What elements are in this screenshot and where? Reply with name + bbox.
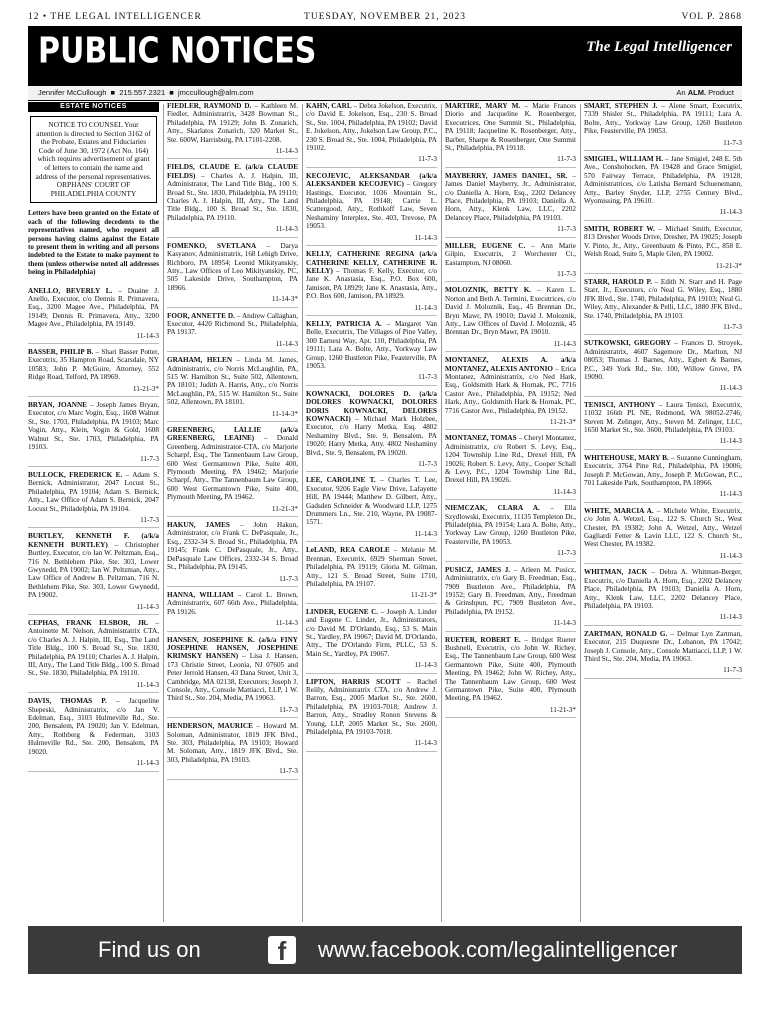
estate-notice-body <box>306 172 437 231</box>
publication-code: 11-14-3 <box>167 340 298 352</box>
notice-details: – Thomas F. Kelly, Executor, c/o Jane K. Anastasia, Esq., P.O. Box 600, Jamison, PA 18929; Jane K. Anastasia, Atty., P.O. Box 600, Jamison, PA 18929. <box>306 266 437 301</box>
publication-code: 11-14-3 <box>584 384 742 396</box>
column-4 <box>445 102 576 924</box>
estate-notice-entry <box>445 356 576 430</box>
publication-code: 11-7-3 <box>306 373 437 385</box>
notice-details: – Donald Greenberg, Administrator-CTA, c/o Marjorie Scharpf, Esq., The Tannenbaum Law Group, 600 West Germantown Pike, Suite 400, Plymouth Meeting, PA 19462; Marjorie Scharpf, Atty., The Tannenbaum Law Group, 600 West Germantown Pike, Suite 400, Plymouth Meeting, PA 19462. <box>167 434 298 502</box>
publication-code: 11-7-3 <box>167 767 298 779</box>
estate-notice-entry <box>167 426 298 517</box>
notice-details: – Michael Mark Holzbee, Executor, c/o Harry Metka, Esq. 4802 Neshaminy Blvd., Ste. 9, Bensalem, PA 19020; Harry Metka, Atty. 4802 Neshaminy Blvd., Ste. 9, Bensalem, PA 19020. <box>306 415 437 457</box>
notice-details: – Debra Jokelson, Executrix, c/o David E. Jokelson, Esq., 230 S. Broad St., Ste. 1004, Philadelphia, PA 19102; David E. Jokelson, Atty., Jokelson Law Group, P.C., 230 S. Broad St., Ste. 1004, Philadelphia, PA 19102. <box>306 102 437 153</box>
decedent-name: MONTANEZ, ALEXIS A. a/k/a MONTANEZ, ALEXIS ANTONIO <box>445 356 576 373</box>
decedent-name: SMIGIEL, WILLIAM H. <box>584 155 664 164</box>
estate-notice-entry <box>584 454 742 503</box>
find-us-text: Find us on <box>98 937 201 962</box>
estate-notice-body <box>306 390 437 457</box>
publication-code: 11-14-3 <box>584 437 742 449</box>
decedent-name: MONTANEZ, TOMAS <box>445 434 517 443</box>
decedent-name: SMITH, ROBERT W. <box>584 224 655 233</box>
notice-text: NOTICE TO COUNSEL Your attention is directed to Section 3162 of the Probate, Estates and Fiduciaries Code of June 30, 1972 (Act No. 164) which requires advertisement of grant of letters to contain the name and address of the personal representatives. <box>35 120 152 181</box>
publication-code: 11-14-3 <box>167 225 298 237</box>
notice-to-counsel-box <box>30 116 157 203</box>
notice-details: – Charles A. J. Halpin, III, Administrator, The Land Title Bldg., 100 S. Broad St., Ste. 1830, Philadelphia, PA 19110; Charles A. J. Halpin, III, Atty., The Land Title Bldg., 100 S. Broad St., Ste. 1830, Philadelphia, PA 19110. <box>167 171 298 222</box>
notice-details: – Ella Szydlowski, Executrix, 11135 Templeton Dr., Philadelphia, PA 19154; Lara A. Bolte, Atty., Yorkway Law Group, 1260 Bustleton Pike, Feasterville, PA 19053. <box>445 504 576 546</box>
estate-notice-body <box>445 504 576 546</box>
estate-notice-body <box>28 619 159 678</box>
estate-notice-entry <box>167 102 298 159</box>
decedent-name: MAYBERRY, JAMES DANIEL, SR. <box>445 171 568 180</box>
decedent-name: NIEMCZAK, CLARA A. <box>445 504 540 513</box>
publication-code: 11-14-3 <box>584 613 742 625</box>
column-divider <box>441 104 442 922</box>
publication-code: 11-14-3 <box>28 332 159 344</box>
estate-notice-entry <box>306 250 437 316</box>
publication-code: 11-14-3 <box>28 603 159 615</box>
notice-details: – Darya Kasyanov, Administratrix, 168 Lehigh Drive, Richboro, PA 18954; Leonid Mikityanskiy, Atty., Law Offices of Leo Mikityanskiy, PC, 505 Lakeside Drive, Southampton, PA 18966. <box>167 241 298 292</box>
decedent-name: MOLOZNIK, BETTY K. <box>445 286 532 295</box>
estate-notice-body <box>445 356 576 415</box>
estate-notice-entry <box>306 102 437 168</box>
estate-notice-body <box>445 102 576 152</box>
publication-code: 11-7-3 <box>584 323 742 335</box>
decedent-name: WHITE, MARCIA A. <box>584 506 654 515</box>
estate-notice-body <box>167 722 298 764</box>
notice-details: – Alene Smart, Executrix, 7339 Shisler St., Philadelphia, PA 19111; Lara A. Bolte, Atty., Yorkway Law Group, 1260 Bustleton Pike, Feasterville, PA 19053. <box>584 102 742 136</box>
estate-notice-body <box>306 546 437 588</box>
publication-code: 11-14-3 <box>306 530 437 542</box>
notice-details: – Margaret Van Belle, Executrix, The Villages of Pine Valley, 300 Earnest Way, Apt. 110, Philadelphia, PA 19111; Lara A. Bolte, Atty., Yorkway Law Group, 1260 Bustleton Pike, Feasterville, PA 19053. <box>306 319 437 370</box>
estate-notice-entry <box>306 608 437 674</box>
notice-details: – Christopher Burtley, Executor, c/o Ian W. Peltzman, Esq., 716 N. Bethlehem Pike, Ste. 303, Lower Gwynedd, PA 19002; Ian W. Peltzman, Atty., Law Office of Andrew B. Peltzman, 716 N. Bethlehem Pike, Ste. 303, Lower Gwynedd, PA 19002. <box>28 540 159 600</box>
column-3 <box>306 102 437 924</box>
decedent-name: HENDERSON, MAURICE <box>167 722 253 731</box>
publication-code: 11-21-3* <box>306 591 437 603</box>
estate-notice-entry <box>584 507 742 564</box>
publication-code: 11-21-3* <box>167 505 298 517</box>
estate-notice-body <box>445 242 576 267</box>
estate-notice-entry <box>167 163 298 237</box>
contact-bar <box>28 86 742 101</box>
notice-details: – John Hakun, Administrator, c/o Frank C. DePasquale, Jr., Esq., 2332-34 S. Broad St., Philadelphia, PA 19145; Frank C. DePasquale, Jr., Atty., DePasquale Law Offices, 2332-34 S. Broad St., Philadelphia, PA 19145. <box>167 521 298 572</box>
publication-code: 11-7-3 <box>306 460 437 472</box>
estate-notice-body <box>167 163 298 222</box>
estate-notice-entry <box>306 476 437 542</box>
notice-details: – Howard M. Soloman, Administrator, 1819 JFK Blvd., Ste. 303, Philadelphia, PA 19103; Howard M. Soloman, Atty., 1819 JFK Blvd., Ste. 303, Philadelphia, PA 19103. <box>167 722 298 764</box>
publication-code: 11-7-3 <box>445 155 576 167</box>
publication-code: 11-14-3* <box>167 295 298 307</box>
facebook-url-link[interactable]: www.facebook.com/legalintelligencer <box>318 937 678 962</box>
estate-notice-body <box>584 102 742 136</box>
estate-notices-heading: ESTATE NOTICES <box>28 102 159 112</box>
publication-code: 11-21-3* <box>584 262 742 274</box>
estate-notice-body <box>306 608 437 658</box>
estate-notice-body <box>445 434 576 484</box>
decedent-name: ZARTMAN, RONALD G. <box>584 629 668 638</box>
decedent-name: FIEDLER, RAYMOND D. <box>167 102 252 110</box>
notice-details: – Jacqueline Shepeski, Administratrix, c/o Jan V. Edelman, Esq., 3103 Hulmeville Rd., Ste. 200, Bensalem, PA 19020; Jan V. Edelman, Atty., Rothberg & Federman, 3103 Hulmeville Rd., Ste. 200, Bensalem, PA 19020. <box>28 697 159 756</box>
estate-notice-body <box>28 471 159 513</box>
decedent-name: HANNA, WILLIAM <box>167 590 234 599</box>
notice-details: – Laura Tenisci, Executrix, 11032 166th PL NE, Redmond, WA 98052-2746; Steven M. Zelinger, Atty., Steven M. Zelinger, LLC, 1650 Market St., Ste. 3600, Philadelphia, PA 19103. <box>584 400 742 434</box>
notice-details: – Antoinette M. Nelson, Administratrix CTA, c/o Charles A. J. Halpin, III, Esq., The Land Title Bldg., 100 S. Broad St., Ste. 1830, Philadelphia, PA 19110; Charles A. J. Halpin, III, Atty., The Land Title Bldg., 100 S. Broad St., Ste. 1830, Philadelphia, PA 19110. <box>28 619 159 678</box>
newspaper-logo: The Legal Intelligencer <box>586 39 732 55</box>
notice-details: – Karen L. Norton and Beth A. Termini, Executrices, c/o David J. Moloznik, Esq., 45 Brennan Dr., Bryn Mawr, PA 19010; David J. Moloznik, Atty., Law Offices of David J. Moloznik, 45 Brennan Dr., Bryn Mawr, PA 19010. <box>445 286 576 337</box>
estate-notice-body <box>28 697 159 756</box>
notice-details: – Michael Smith, Executor, 813 Dresher Woods Drive, Dresher, PA 19025; Joseph V. Pinto, Jr., Atty., Greenbaum & Pinto, P.C., 858 E. Welsh Road, Suite 5, Maple Glen, PA 19002. <box>584 224 742 259</box>
publication-code: 11-21-3* <box>445 418 576 430</box>
estate-notice-body <box>28 287 159 329</box>
decedent-name: BURTLEY, KENNETH F. (a/k/a KENNETH BURTLEY) <box>28 532 159 549</box>
decedent-name: LeLAND, REA CAROLE <box>306 546 390 555</box>
decedent-name: BASSER, PHILIP B. <box>28 348 94 357</box>
estate-notice-body <box>306 476 437 526</box>
estate-notice-body <box>584 339 742 381</box>
estate-notice-body <box>28 348 159 382</box>
estate-notice-entry <box>445 504 576 561</box>
notice-details: – Ann Marie Gilpin, Executrix, 2 Worchester Ct., Eastampton, NJ 08060. <box>445 241 576 267</box>
publication-code: 11-7-3 <box>445 225 576 237</box>
publication-code: 11-21-3* <box>28 385 159 397</box>
estate-notice-entry <box>28 287 159 344</box>
notice-details: – Bridget Rueter Bushnell, Executrix, c/o John W. Richey, Esq., The Tannenbaum Law Group, 600 West Germantown Pike, Suite 400, Plymouth Meeting, PA 19462; John W. Richey, Atty., The Tannenbaum Law Group, 600 West Germantown Pike, Suite 400, Plymouth Meeting, PA 19462. <box>445 635 576 703</box>
estate-notice-entry <box>306 678 437 752</box>
estate-notice-body <box>28 532 159 599</box>
decedent-name: KECOJEVIC, ALEKSANDAR (a/k/a ALEKSANDER KECOJEVIC) <box>306 171 437 189</box>
decedent-name: BRYAN, JOANNE <box>28 401 87 410</box>
decedent-name: HAKUN, JAMES <box>167 521 230 530</box>
decedent-name: FIELDS, CLAUDE E. (a/k/a CLAUDE FIELDS) <box>167 163 298 180</box>
estate-notice-entry <box>306 172 437 246</box>
page-number-publication: 12 • THE LEGAL INTELLIGENCER <box>28 12 202 22</box>
decedent-name: TENISCI, ANTHONY <box>584 400 656 409</box>
notice-details: – Suzanne Cunningham, Executrix, 3764 Pine Rd., Philadelphia, PA 19006; Joseph P. McGowan, Atty., Joseph P. McGowan, P.C., 701 Lakeside Park, Southampton, PA 18966. <box>584 453 742 488</box>
court-name: ORPHANS' COURT OF PHILADELPHIA COUNTY <box>50 180 137 198</box>
notice-details: – Duaine J. Anello, Executor, c/o Dennis R. Primavera, Esq., 3200 Magee Ave., Philadelphia, PA 19149; Dennis R. Primavera, Atty., 3200 Magee Ave., Philadelphia, PA 19149. <box>28 286 159 329</box>
publication-code: 11-7-3 <box>28 455 159 467</box>
estate-notice-entry <box>584 102 742 151</box>
publication-code: 11-14-3 <box>306 661 437 673</box>
estate-notice-body <box>306 678 437 737</box>
facebook-footer-banner[interactable] <box>28 926 742 974</box>
publication-code: 11-14-3 <box>306 234 437 246</box>
column-divider <box>302 104 303 922</box>
decedent-name: LIPTON, HARRIS SCOTT <box>306 677 401 686</box>
notice-details: – Linda M. James, Administratrix, c/o Norris McLaughlin, PA, 515 W. Hamilton St., Suite 502, Allentown, PA 18101; Judith A. Harris, Atty., c/o Norris McLaughlin, PA, 515 W. Hamilton St., Suite 502, Allentown, PA 18101. <box>167 356 298 407</box>
alm-product-tag: An ALM. Product <box>676 88 734 97</box>
estate-notice-body <box>445 286 576 336</box>
publication-code: 11-14-3 <box>167 147 298 159</box>
estate-notice-entry <box>167 722 298 779</box>
notice-details: – Edith N. Starr and H. Page Starr, Jr., Executors, c/o Neal G. Wiley, Esq., 1880 JFK Blvd., Ste. 1740, Philadelphia, PA 19103; Neal G. Wiley, Atty., Alexander & Pelli, LLC, 1880 JFK Blvd., Ste. 1740, Philadelphia, PA 19103. <box>584 277 742 320</box>
estate-notice-entry <box>167 312 298 353</box>
notice-details: – Joseph A. Linder and Eugene C. Linder, Jr., Administrators, c/o David M. D'Orlando, Esq., 53 S. Main St., Yardley, PA 19067; David M. D'Orlando, Atty., The D'Orlando Firm, PLLC, 53 S. Main St., Yardley, PA 19067. <box>306 607 437 658</box>
decedent-name: KELLY, PATRICIA A. <box>306 319 382 328</box>
estate-notice-entry <box>445 102 576 168</box>
estate-notice-body <box>306 250 437 300</box>
estate-notice-entry <box>445 636 576 719</box>
estate-notice-body <box>167 356 298 406</box>
publication-code: 11-14-3 <box>584 552 742 564</box>
notice-details: – Michele White, Executrix, c/o John A. Wetzel, Esq., 122 S. Church St., West Chester, PA 19382; John A. Wetzel, Atty., Wetzel Gagliardi Fetter & Lavin LLC, 122 S. Church St., West Chester, PA 19382. <box>584 506 742 549</box>
facebook-icon[interactable]: f <box>268 936 296 964</box>
decedent-name: MARTIRE, MARY M. <box>445 102 521 110</box>
publication-code: 11-14-3 <box>445 488 576 500</box>
estate-notice-body <box>167 242 298 292</box>
publication-code: 11-7-3 <box>584 139 742 151</box>
publication-code: 11-7-3 <box>445 549 576 561</box>
decedent-name: GREENBERG, LALLIE (a/k/a GREENBERG, LEAINE) <box>167 426 298 443</box>
notice-details: – Lisa J. Hansen, 173 Christie Street, Leonia, NJ 07605 and Peter Jerrold Hansen, 43 Dana Street, Unit 3, Cambridge, MA 02138, Executors; Joseph J. Console, Atty., Console Mattiacci, LLP, 1 W. Third St., Ste. 204, Media, PA 19063. <box>167 652 298 703</box>
publication-code: 11-7-3 <box>167 575 298 587</box>
column-divider <box>163 104 164 922</box>
decedent-name: FOMENKO, SVETLANA <box>167 241 257 250</box>
estate-notice-body <box>28 401 159 451</box>
estate-notice-entry <box>28 471 159 528</box>
estate-notice-body <box>445 566 576 616</box>
estate-notice-entry <box>584 225 742 274</box>
letters-granted-intro: Letters have been granted on the Estate of each of the following decedents to the representatives named, who request all persons having claims against the Estate to present them in writing and all persons indebted to the Estate to make payment to them (unless otherwise noted all addresses being in Philadelphia) <box>28 209 159 277</box>
estate-notice-body <box>445 636 576 703</box>
notice-details: – Charles T. Lee, Executor, 9206 Eagle View Drive, Lafayette Hill, PA 19444; Matthew D. Gilbert, Atty., Gadsden Schneider & Woodward LLP, 1275 Drummers Ln., Ste. 210, Wayne, PA 19087-1571. <box>306 476 437 527</box>
estate-notice-entry <box>445 242 576 283</box>
estate-notice-body <box>167 426 298 502</box>
notice-details: – Delmar Lyn Zartman, Executor, 215 Duquesne Dr., Lebanon, PA 17042; Joseph J. Console, Atty., Console Mattiacci, LLP, 1 W. Third St., Ste. 204, Media, PA 19063. <box>584 629 742 663</box>
column-divider <box>580 104 581 922</box>
estate-notice-entry <box>167 242 298 308</box>
decedent-name: RUETER, ROBERT E. <box>445 635 521 644</box>
decedent-name: KELLY, CATHERINE REGINA (a/k/a CATHERINE KELLY, CATHERINE R. KELLY) <box>306 250 437 275</box>
notice-details: – Arleen M. Pusicz, Administratrix, c/o Gary B. Freedman, Esq., 7909 Bustleton Ave., Philadelphia, PA 19152; Gary B. Freedman, Atty., Freedman & Grinshpun, PC, 7909 Bustleton Ave., Philadelphia, PA 19152. <box>445 565 576 616</box>
notice-details: – Adam S. Bernick, Administrator, 2047 Locust St., Philadelphia, PA 19104; Adam S. Bernick, Atty., Law Office of Adam S. Bernick, 2047 Locust St., Philadelphia, PA 19104. <box>28 470 159 513</box>
notice-details: – Marie Frances Diorio and Jacqueline K. Rosenberger, Executrices, One Summit St., Philadelphia, PA 19118; Jacqueline K. Rosenberger, Atty., Barber, Sharpe & Rosenberger, One Summit St., Philadelphia, PA 19118. <box>445 102 576 153</box>
estate-notice-entry <box>445 566 576 632</box>
publication-code: 11-14-3 <box>28 759 159 771</box>
publication-code: 11-14-3 <box>306 304 437 316</box>
column-1 <box>28 102 159 924</box>
notice-details: – Rachel Reilly, Administratrix CTA, c/o Andrew J. Barron, Esq., 2005 Market St., Ste. 2600, Philadelphia, PA 19103-7018; Andrew J. Barron, Atty., Stradley Ronon Stevens & Young, LLP, 2005 Market St., Ste. 2600, Philadelphia, PA 19103-7018. <box>306 677 437 736</box>
publication-code: 11-14-3 <box>167 619 298 631</box>
notice-details: – Melanie M. Brennan, Executrix, 6929 Sherman Street, Philadelphia, PA 19119; Gloria M. Gilman, Atty., 121 S. Broad Street, Suite 1710, Philadelphia, PA 19107. <box>306 546 437 588</box>
publication-code: 11-14-3 <box>584 490 742 502</box>
estate-notice-body <box>167 636 298 703</box>
decedent-name: KAHN, CARL <box>306 102 352 110</box>
decedent-name: PUSICZ, JAMES J. <box>445 565 511 574</box>
estate-notice-body <box>167 312 298 337</box>
issue-date: TUESDAY, NOVEMBER 21, 2023 <box>304 12 466 22</box>
estate-notice-body <box>584 630 742 664</box>
column-5 <box>584 102 742 924</box>
estate-notice-body <box>167 521 298 571</box>
notice-details: – Frances D. Stroyek, Administratrix, 4607 Sagemore Dr., Marlton, NJ 08053; Thomas J. Barnes, Atty., Egbert & Barnes, P.C., 349 York Rd., Ste. 100, Willow Grove, PA 19090. <box>584 339 742 381</box>
estate-notice-entry <box>167 591 298 632</box>
estate-notice-entry <box>28 619 159 693</box>
estate-notice-entry <box>584 278 742 335</box>
notice-details: – Carol L. Brown, Administratrix, 607 66th Ave., Philadelphia, PA 19126. <box>167 590 298 616</box>
notice-details: – Kathleen M. Fiedler, Administratrix, 3428 Bowman St., Philadelphia, PA 19129; John B. Zonarich, Atty., Skarlatos Zonarich, 320 Market St., Ste. 600W, Harrisburg, PA 17101-2208. <box>167 102 298 144</box>
decedent-name: MILLER, EUGENE C. <box>445 241 526 250</box>
decedent-name: FOOR, ANNETTE D. <box>167 311 235 320</box>
publication-code: 11-14-3* <box>167 410 298 422</box>
estate-notice-body <box>167 102 298 144</box>
publication-code: 11-14-3 <box>584 208 742 220</box>
estate-notice-entry <box>584 339 742 396</box>
estate-notice-entry <box>28 348 159 397</box>
notice-details: – James Daniel Mayberry, Jr., Administrator, c/o Daniella A. Horn, Esq., 2202 Delancey Place, Philadelphia, PA 19103; Daniella A. Horn, Atty., Klenk Law, LLC, 2202 Delancey Place, Philadelphia, PA 19103. <box>445 171 576 222</box>
estate-notice-entry <box>445 434 576 500</box>
publication-code: 11-7-3 <box>306 155 437 167</box>
decedent-name: STARR, HAROLD P. <box>584 277 652 286</box>
estate-notice-body <box>584 225 742 259</box>
publication-code: 11-14-3 <box>306 739 437 751</box>
estate-notice-entry <box>306 390 437 473</box>
publication-code: 11-7-3 <box>445 270 576 282</box>
decedent-name: ANELLO, BEVERLY L. <box>28 286 113 295</box>
notice-details: – Joseph James Bryan, Executor, c/o Marc Vogin, Esq., 1608 Walnut St., Ste. 1703, Philadelphia, PA 19103; Marc Vogin, Atty., Klein, Vogin & Gold, 1608 Walnut St., Ste. 1703, Philadelphia, PA 19103. <box>28 401 159 452</box>
decedent-name: SUTKOWSKI, GREGORY <box>584 339 671 348</box>
publication-code: 11-14-3 <box>28 681 159 693</box>
estate-notice-body <box>445 172 576 222</box>
estate-notice-body <box>306 102 437 152</box>
notice-details: – Shari Basser Potter, Executrix, 35 Hampton Road, Scarsdale, NY 10583; John P. McGuire, Attorney, 552 Ridge Road, Telford, PA 18969. <box>28 348 159 382</box>
notice-details: – Andrew Callaghan, Executor, 4420 Richmond St., Philadelphia, PA 19137. <box>167 311 298 337</box>
estate-notice-body <box>167 591 298 616</box>
estate-notice-entry <box>167 356 298 422</box>
section-title: PUBLIC NOTICES <box>38 30 317 73</box>
decedent-name: DAVIS, THOMAS P. <box>28 697 107 706</box>
publication-code: 11-7-3 <box>28 516 159 528</box>
estate-notice-body <box>584 454 742 488</box>
decedent-name: WHITMAN, JACK <box>584 568 648 577</box>
public-notices-banner <box>28 26 742 86</box>
decedent-name: BULLOCK, FREDERICK E. <box>28 470 123 479</box>
volume-page: VOL P. 2868 <box>681 12 742 22</box>
estate-notice-entry <box>584 401 742 450</box>
estate-notice-entry <box>306 320 437 386</box>
decedent-name: KOWNACKI, DOLORES D. (a/k/a DOLORES KOWNACKI, DOLORES DORIS KOWNACKI, DELORES KOWNACKI) <box>306 389 437 423</box>
decedent-name: LINDER, EUGENE C. <box>306 607 379 616</box>
estate-notice-entry <box>28 697 159 771</box>
estate-notice-entry <box>28 401 159 467</box>
publication-code: 11-14-3 <box>445 619 576 631</box>
estate-notice-body <box>584 568 742 610</box>
notice-details: – Cheryl Montanez, Administratrix, c/o Robert S. Levy, Esq., 1204 Township Line Rd., Drexel Hill, PA 19026; Robert S. Levy, Atty., Cooper Schall & Levy, P.C., 1204 Township Line Rd., Drexel Hill, PA 19026. <box>445 434 576 485</box>
estate-notice-entry <box>445 172 576 238</box>
contact-info: Jennifer McCullough ■ 215.557.2321 ■ jmccullough@alm.com <box>38 88 254 97</box>
estate-notice-body <box>584 507 742 549</box>
publication-code: 11-7-3 <box>584 666 742 678</box>
notice-details: – Jane Smigiel, 248 E. 5th Ave., Conshohocken, PA 19428 and Grace Smigiel, 570 Fairway Terrace, Philadelphia, PA 19128, Administratrices, c/o Latisha Bernard Schuenemann, Atty., Barley Snyder, LLP, 2755 Century Blvd., Wyomissing, PA 19610. <box>584 155 742 206</box>
estate-notice-entry <box>584 568 742 625</box>
estate-notice-entry <box>584 630 742 679</box>
decedent-name: GRAHAM, HELEN <box>167 356 233 365</box>
estate-notice-body <box>584 278 742 320</box>
estate-notice-body <box>584 155 742 205</box>
estate-notice-entry <box>167 636 298 719</box>
estate-notice-entry <box>167 521 298 587</box>
estate-notice-body <box>584 401 742 435</box>
publication-code: 11-7-3 <box>167 706 298 718</box>
estate-notice-entry <box>445 286 576 352</box>
notice-details: – Gregory Hastings, Executor, 1036 Mountain St., Philadelphia, PA 19148; Carrie L. Scattergood, Atty., Rothkoff Law, Seven Neshaminy Interplex, Ste. 403, Trevose, PA 19053. <box>306 180 437 231</box>
publication-code: 11-21-3* <box>445 706 576 718</box>
decedent-name: WHITEHOUSE, MARY B. <box>584 453 669 462</box>
column-2 <box>167 102 298 924</box>
decedent-name: CEPHAS, FRANK ELSBOR, JR. <box>28 619 149 627</box>
notice-details: – Debra A. Whitman-Berger, Executrix, c/o Daniella A. Horn, Esq., 2202 Delancey Place, Philadelphia, PA 19103; Daniella A. Horn, Atty., Klenk Law, LLC, 2202 Delancey Place, Philadelphia, PA 19103. <box>584 568 742 610</box>
estate-notice-entry <box>584 155 742 221</box>
estate-notice-entry <box>306 546 437 603</box>
estate-notice-body <box>306 320 437 370</box>
estate-notice-entry <box>28 532 159 615</box>
publication-code: 11-14-3 <box>445 340 576 352</box>
decedent-name: HANSEN, JOSEPHINE K. (a/k/a FINY JOSEPHINE HANSEN, JOSEPHINE KRIMSKY HANSEN) <box>167 635 298 661</box>
decedent-name: SMART, STEPHEN J. <box>584 102 658 110</box>
decedent-name: LEE, CAROLINE T. <box>306 476 376 485</box>
notice-details: – Erica Montanez, Administratrix, c/o Ned Hark, Esq., Goldsmith Hark & Hornak, PC, 7716 Castor Ave., Philadelphia, PA 19152; Ned Hark, Atty., Goldsmith Hark & Hornak, PC, 7716 Castor Ave., Philadelphia, PA 19152. <box>445 364 576 415</box>
